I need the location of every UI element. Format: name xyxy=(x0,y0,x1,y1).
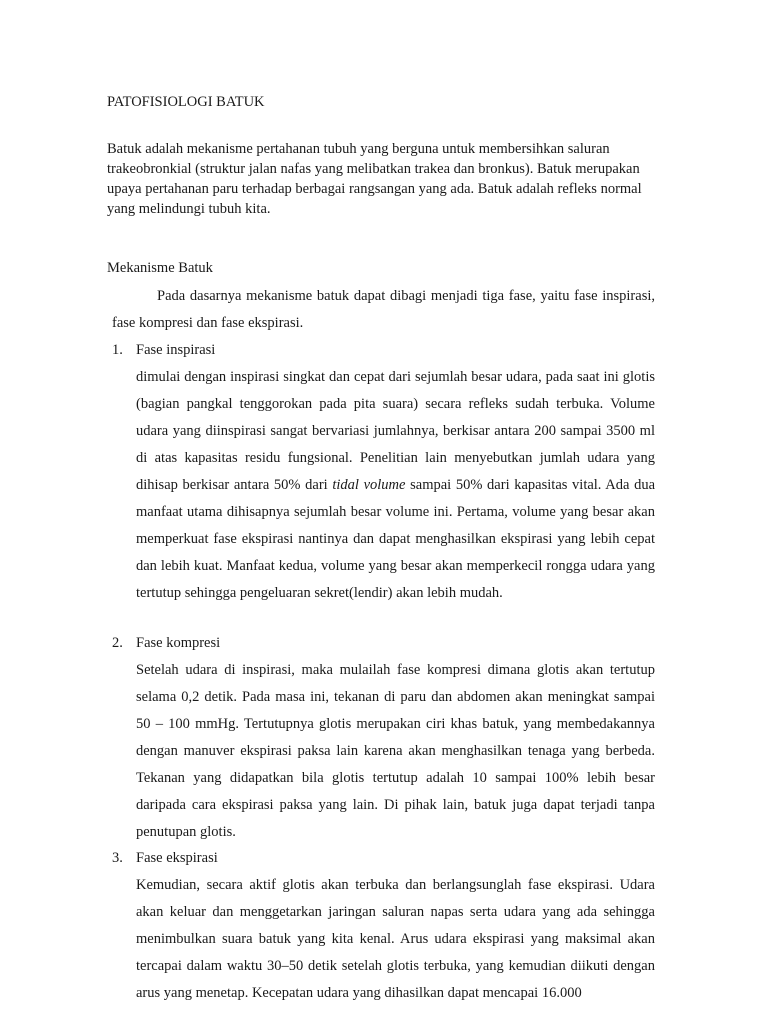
phase-label-inspirasi: Fase inspirasi xyxy=(136,342,216,358)
phase-label-kompresi: Fase kompresi xyxy=(136,635,221,651)
list-number-2: 2. xyxy=(112,635,123,651)
document-title: PATOFISIOLOGI BATUK xyxy=(107,94,265,110)
list-number-3: 3. xyxy=(112,850,123,866)
phase-text-ekspirasi: Kemudian, secara aktif glotis akan terbuka dan berlangsunglah fase ekspirasi. Udara akan keluar dan menggetarkan jaringan saluran napas serta udara yang ada sehingga menimbulkan suara batuk yang kita kenal. Arus udara ekspirasi yang maksimal akan tercapai dalam waktu 30–50 detik setelah glotis terbuka, yang kemudian diikuti dengan arus yang menetap. Kecepatan udara yang dihasilkan dapat mencapai 16.000 xyxy=(136,877,655,1001)
phase-text-inspirasi xyxy=(136,364,655,607)
intro-paragraph: Batuk adalah mekanisme pertahanan tubuh yang berguna untuk membersihkan saluran trakeobronkial (struktur jalan nafas yang melibatkan trakea dan bronkus). Batuk merupakan upaya pertahanan paru terhadap berbagai rangsangan yang ada. Batuk adalah refleks normal yang melindungi tubuh kita. xyxy=(107,141,642,217)
italic-term-tidal-volume: tidal volume xyxy=(332,477,406,493)
phase-text-inspirasi-part-1: dimulai dengan inspirasi singkat dan cepat dari sejumlah besar udara, pada saat ini glotis (bagian pangkal tenggorokan pada pita suara) secara refleks sudah terbuka. Volume udara yang diinspirasi sangat bervariasi jumlahnya, berkisar antara 200 sampai 3500 ml di atas kapasitas residu fungsional. Penelitian lain menyebutkan jumlah udara yang dihisap berkisar antara 50% dari xyxy=(136,369,655,493)
phase-label-ekspirasi: Fase ekspirasi xyxy=(136,850,218,866)
section-heading: Mekanisme Batuk xyxy=(107,260,213,276)
phase-text-inspirasi-part-2: sampai 50% dari kapasitas vital. Ada dua manfaat utama dihisapnya sejumlah besar volume ini. Pertama, volume yang besar akan memperkuat fase ekspirasi nantinya dan dapat menghasilkan ekspirasi yang lebih cepat dan lebih kuat. Manfaat kedua, volume yang besar akan memperkecil rongga udara yang tertutup sehingga pengeluaran sekret(lendir) akan lebih mudah. xyxy=(136,477,656,601)
lead-paragraph: Pada dasarnya mekanisme batuk dapat dibagi menjadi tiga fase, yaitu fase inspirasi, fase kompresi dan fase ekspirasi. xyxy=(112,288,655,331)
phase-text-kompresi: Setelah udara di inspirasi, maka mulailah fase kompresi dimana glotis akan tertutup selama 0,2 detik. Pada masa ini, tekanan di paru dan abdomen akan meningkat sampai 50 – 100 mmHg. Tertutupnya glotis merupakan ciri khas batuk, yang membedakannya dengan manuver ekspirasi paksa lain karena akan menghasilkan tenaga yang berbeda. Tekanan yang didapatkan bila glotis tertutup adalah 10 sampai 100% lebih besar daripada cara ekspirasi paksa yang lain. Di pihak lain, batuk juga dapat terjadi tanpa penutupan glotis. xyxy=(136,662,655,840)
list-number-1: 1. xyxy=(112,342,123,358)
